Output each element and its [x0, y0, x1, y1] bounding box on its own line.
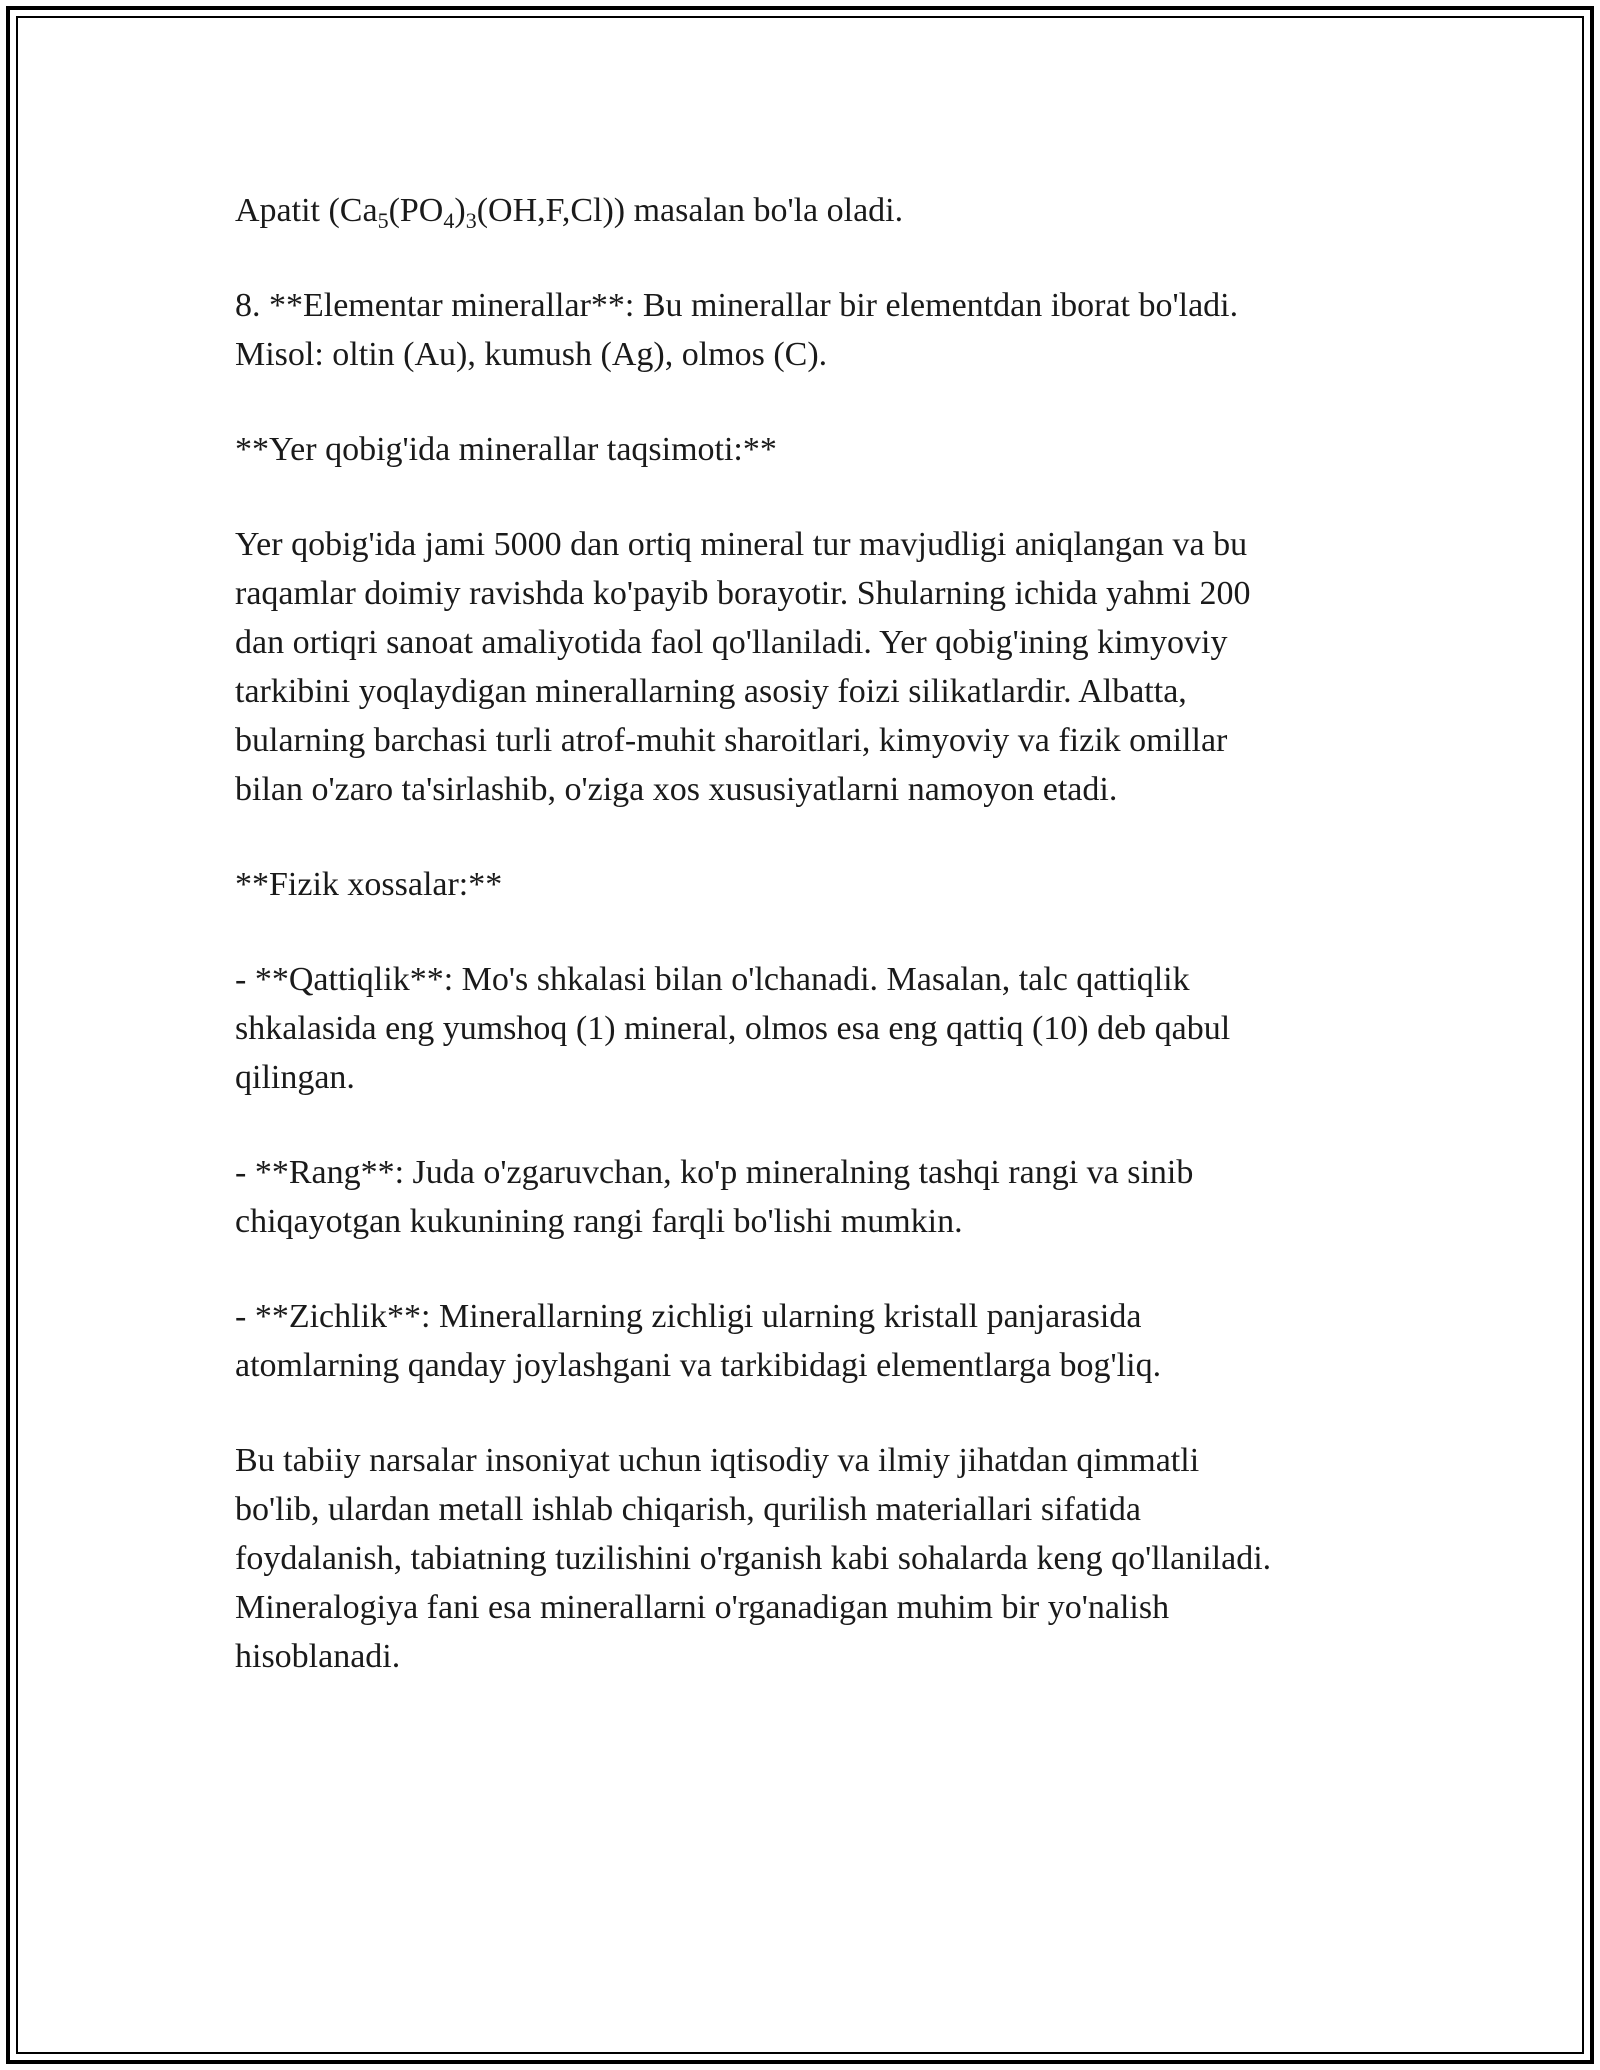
text-line: chiqayotgan kukunining rangi farqli bo'lishi mumkin. — [235, 1203, 963, 1240]
apatit-text-mid1: (PO — [388, 192, 444, 229]
apatit-text-mid2: ) — [454, 192, 466, 229]
heading-fizik: **Fizik xossalar:** — [235, 866, 503, 903]
text-line: bilan o'zaro ta'sirlashib, o'ziga xos xususiyatlarni namoyon etadi. — [235, 771, 1118, 808]
text-line: - **Zichlik**: Minerallarning zichligi ularning kristall panjarasida — [235, 1298, 1142, 1335]
rang-item — [235, 1148, 1385, 1246]
text-line: Bu tabiiy narsalar insoniyat uchun iqtisodiy va ilmiy jihatdan qimmatli — [235, 1442, 1200, 1479]
text-line: shkalasida eng yumshoq (1) mineral, olmos esa eng qattiq (10) deb qabul — [235, 1010, 1231, 1047]
document-body — [235, 186, 1385, 1727]
subscript: 4 — [443, 208, 455, 233]
text-line: bo'lib, ulardan metall ishlab chiqarish, qurilish materiallari sifatida — [235, 1491, 1141, 1528]
apatit-paragraph — [235, 186, 1385, 235]
subscript: 5 — [377, 208, 389, 233]
text-line: Misol: oltin (Au), kumush (Ag), olmos (C). — [235, 336, 828, 373]
heading-taqsimot: **Yer qobig'ida minerallar taqsimoti:** — [235, 431, 777, 468]
text-line: dan ortiqri sanoat amaliyotida faol qo'llaniladi. Yer qobig'ining kimyoviy — [235, 624, 1228, 661]
conclusion-paragraph — [235, 1436, 1385, 1681]
apatit-text-suffix: (OH,F,Cl)) masalan bo'la oladi. — [476, 192, 904, 229]
text-line: foydalanish, tabiatning tuzilishini o'rganish kabi sohalarda keng qo'llaniladi. — [235, 1540, 1272, 1577]
apatit-text-prefix: Apatit (Ca — [235, 192, 378, 229]
subscript: 3 — [465, 208, 477, 233]
text-line: - **Qattiqlik**: Mo's shkalasi bilan o'lchanadi. Masalan, talc qattiqlik — [235, 961, 1190, 998]
text-line: tarkibini yoqlaydigan minerallarning asosiy foizi silikatlardir. Albatta, — [235, 673, 1187, 710]
text-line: qilingan. — [235, 1059, 355, 1096]
elementar-paragraph — [235, 281, 1385, 379]
text-line: raqamlar doimiy ravishda ko'payib borayotir. Shularning ichida yahmi 200 — [235, 575, 1251, 612]
text-line: Mineralogiya fani esa minerallarni o'rganadigan muhim bir yo'nalish — [235, 1589, 1170, 1626]
text-line: bularning barchasi turli atrof-muhit sharoitlari, kimyoviy va fizik omillar — [235, 722, 1228, 759]
text-line: 8. **Elementar minerallar**: Bu minerallar bir elementdan iborat bo'ladi. — [235, 287, 1239, 324]
text-line: hisoblanadi. — [235, 1638, 401, 1675]
text-line: atomlarning qanday joylashgani va tarkibidagi elementlarga bog'liq. — [235, 1347, 1162, 1384]
text-line: - **Rang**: Juda o'zgaruvchan, ko'p mineralning tashqi rangi va sinib — [235, 1154, 1194, 1191]
zichlik-item — [235, 1292, 1385, 1390]
text-line: Yer qobig'ida jami 5000 dan ortiq mineral tur mavjudligi aniqlangan va bu — [235, 526, 1248, 563]
qattiqlik-item — [235, 955, 1385, 1102]
taqsimot-paragraph — [235, 520, 1385, 814]
